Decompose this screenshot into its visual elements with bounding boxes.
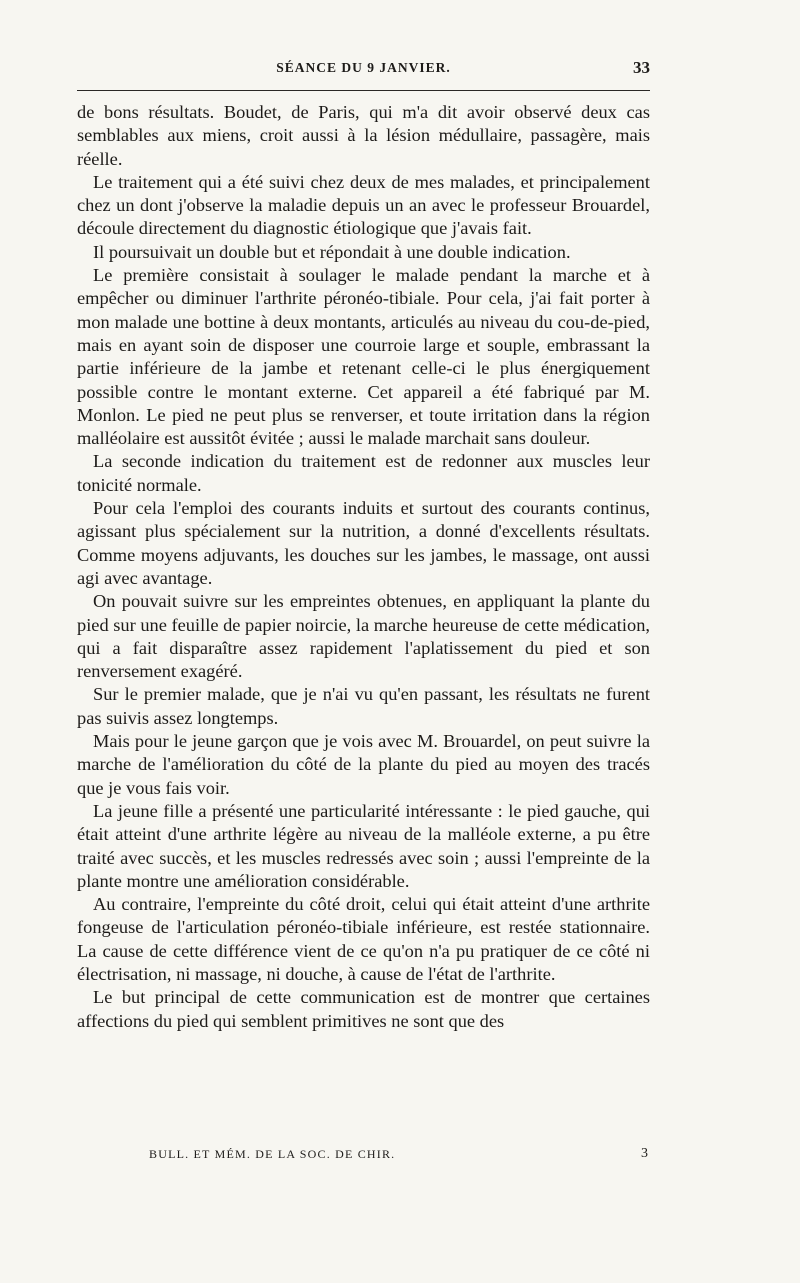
paragraph: Pour cela l'emploi des courants induits et surtout des courants continus, agissant plus spécialement sur la nutrition, a donné d'excellents résultats. Comme moyens adjuvants, les douches sur les jambes, le massage, ont aussi agi avec avantage. <box>77 498 650 588</box>
paragraph: La seconde indication du traitement est de redonner aux muscles leur tonicité normale. <box>77 451 650 495</box>
signature-mark: 3 <box>641 1146 648 1161</box>
paragraph: Le traitement qui a été suivi chez deux de mes malades, et principalement chez un dont j'observe la maladie depuis un an avec le professeur Brouardel, découle directement du diagnostic étiologique que j'avais fait. <box>77 171 650 239</box>
page-number: 33 <box>633 58 650 77</box>
paragraph: La jeune fille a présenté une particularité intéressante : le pied gauche, qui était atteint d'une arthrite légère au niveau de la malléole externe, a pu être traité avec succès, et les muscles redressés avec soin ; aussi l'empreinte de la plante montre une amélioration considérable. <box>77 800 650 891</box>
paragraph-continuation: de bons résultats. Boudet, de Paris, qui m'a dit avoir observé deux cas semblables aux miens, croit aussi à la lésion médullaire, passagère, mais réelle. <box>77 102 650 169</box>
paragraph: Le première consistait à soulager le malade pendant la marche et à empêcher ou diminuer l'arthrite péronéo-tibiale. Pour cela, j'ai fait porter à mon malade une bottine à deux montants, articulés au niveau du cou-de-pied, mais en ayant soin de disposer une courroie large et souple, embrassant la partie inférieure de la jambe et retenant celle-ci le plus énergiquement possible contre le montant externe. Cet appareil a été fabriqué par M. Monlon. Le pied ne peut plus se renverser, et toute irritation dans la région malléolaire est aussitôt évitée ; aussi le malade marchait sans douleur. <box>77 265 650 449</box>
paragraph: Mais pour le jeune garçon que je vois avec M. Brouardel, on peut suivre la marche de l'amélioration du côté de la plante du pied au moyen des tracés que je vous fais voir. <box>77 731 650 798</box>
page-header <box>77 58 650 88</box>
paragraph: Au contraire, l'empreinte du côté droit, celui qui était atteint d'une arthrite fongeuse de l'articulation péronéo-tibiale inférieure, est restée stationnaire. La cause de cette différence vient de ce qu'on n'a pu pratiquer de ce côté ni électrisation, ni massage, ni douche, à cause de l'état de l'arthrite. <box>77 894 650 984</box>
header-rule <box>77 90 650 91</box>
running-head: SÉANCE DU 9 JANVIER. <box>276 60 451 75</box>
paragraph: Sur le premier malade, que je n'ai vu qu'en passant, les résultats ne furent pas suivis assez longtemps. <box>77 684 650 728</box>
paragraph: Il poursuivait un double but et répondait à une double indication. <box>93 241 571 262</box>
page-footer <box>77 1147 650 1167</box>
body-text <box>77 101 650 1033</box>
printer-signature: BULL. ET MÉM. DE LA SOC. DE CHIR. <box>149 1147 396 1161</box>
paragraph: On pouvait suivre sur les empreintes obtenues, en appliquant la plante du pied sur une feuille de papier noircie, la marche heureuse de cette médication, qui a fait disparaître assez rapidement l'aplatissement du pied et son renversement exagéré. <box>77 591 650 682</box>
paragraph: Le but principal de cette communication est de montrer que certaines affections du pied qui semblent primitives ne sont que des <box>77 987 650 1031</box>
